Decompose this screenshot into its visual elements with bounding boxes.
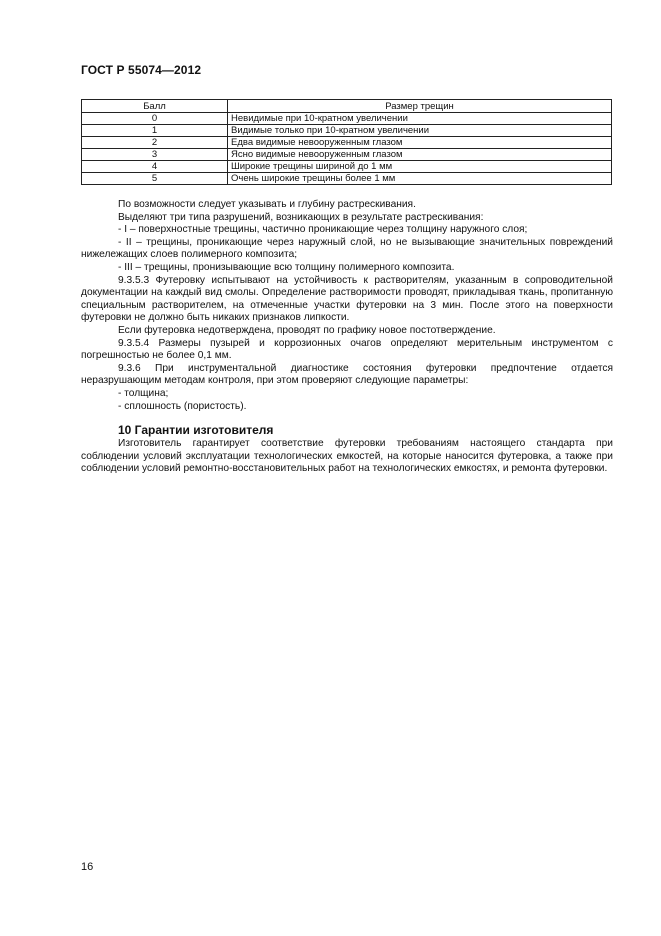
list-item: - толщина; [118, 387, 169, 399]
table-cell-score: 1 [82, 125, 228, 137]
paragraph: Изготовитель гарантирует соответствие футеровки требованиям настоящего стандарта при соблюдении условий эксплуатации технологических емкостей, на которые наносится футеровка, а также при соблюдении условий ремонтно-восстановительных работ на технологических емкостях, и ремонта футеровки. [81, 438, 613, 475]
list-item: - I – поверхностные трещины, частично проникающие через толщину наружного слоя; [118, 224, 528, 236]
section-title: 10 Гарантии изготовителя [118, 423, 274, 438]
paragraph: Если футеровка недотверждена, проводят по графику новое постотверждение. [118, 324, 496, 336]
table-row [82, 125, 612, 137]
paragraph: 9.3.6 При инструментальной диагностике состояния футеровки предпочтение отдается неразрушающим методам контроля, при этом проверяют следующие параметры: [81, 362, 613, 387]
table-cell-size: Невидимые при 10-кратном увеличении [228, 113, 612, 125]
paragraph: 9.3.5.3 Футеровку испытывают на устойчивость к растворителям, указанным в сопроводительной документации на каждый вид смолы. Определение растворимости проводят, прикладывая ткань, пропитанную специальным растворителем, на отмеченные участки футеровки на 3 мин. После этого на поверхности футеровки не должно быть никаких признаков липкости. [81, 274, 613, 324]
table-cell-size: Едва видимые невооруженным глазом [228, 137, 612, 149]
table-cell-size: Широкие трещины шириной до 1 мм [228, 161, 612, 173]
table-cell-score: 4 [82, 161, 228, 173]
column-header-size: Размер трещин [228, 100, 612, 113]
table-row [82, 137, 612, 149]
page-number: 16 [81, 861, 94, 873]
table-cell-size: Очень широкие трещины более 1 мм [228, 173, 612, 185]
crack-size-table [81, 99, 612, 185]
column-header-score: Балл [82, 100, 228, 113]
table-cell-score: 5 [82, 173, 228, 185]
paragraph: Выделяют три типа разрушений, возникающих в результате растрескивания: [118, 211, 484, 223]
table-cell-score: 2 [82, 137, 228, 149]
table-cell-size: Ясно видимые невооруженным глазом [228, 149, 612, 161]
list-item: - III – трещины, пронизывающие всю толщину полимерного композита. [118, 261, 455, 273]
table-header-row [82, 100, 612, 113]
document-header: ГОСТ Р 55074—2012 [81, 63, 202, 77]
table-cell-score: 0 [82, 113, 228, 125]
paragraph: 9.3.5.4 Размеры пузырей и коррозионных очагов определяют мерительным инструментом с погрешностью не более 0,1 мм. [81, 337, 613, 362]
table-cell-size: Видимые только при 10-кратном увеличении [228, 125, 612, 137]
document-body [81, 199, 613, 476]
table-row [82, 173, 612, 185]
list-item: - сплошность (пористость). [118, 400, 247, 412]
table-row [82, 113, 612, 125]
table-cell-score: 3 [82, 149, 228, 161]
paragraph: По возможности следует указывать и глубину растрескивания. [118, 199, 416, 210]
table-row [82, 161, 612, 173]
table-row [82, 149, 612, 161]
list-item: - II – трещины, проникающие через наружный слой, но не вызывающие значительных повреждений нижележащих слоев полимерного композита; [81, 236, 613, 261]
